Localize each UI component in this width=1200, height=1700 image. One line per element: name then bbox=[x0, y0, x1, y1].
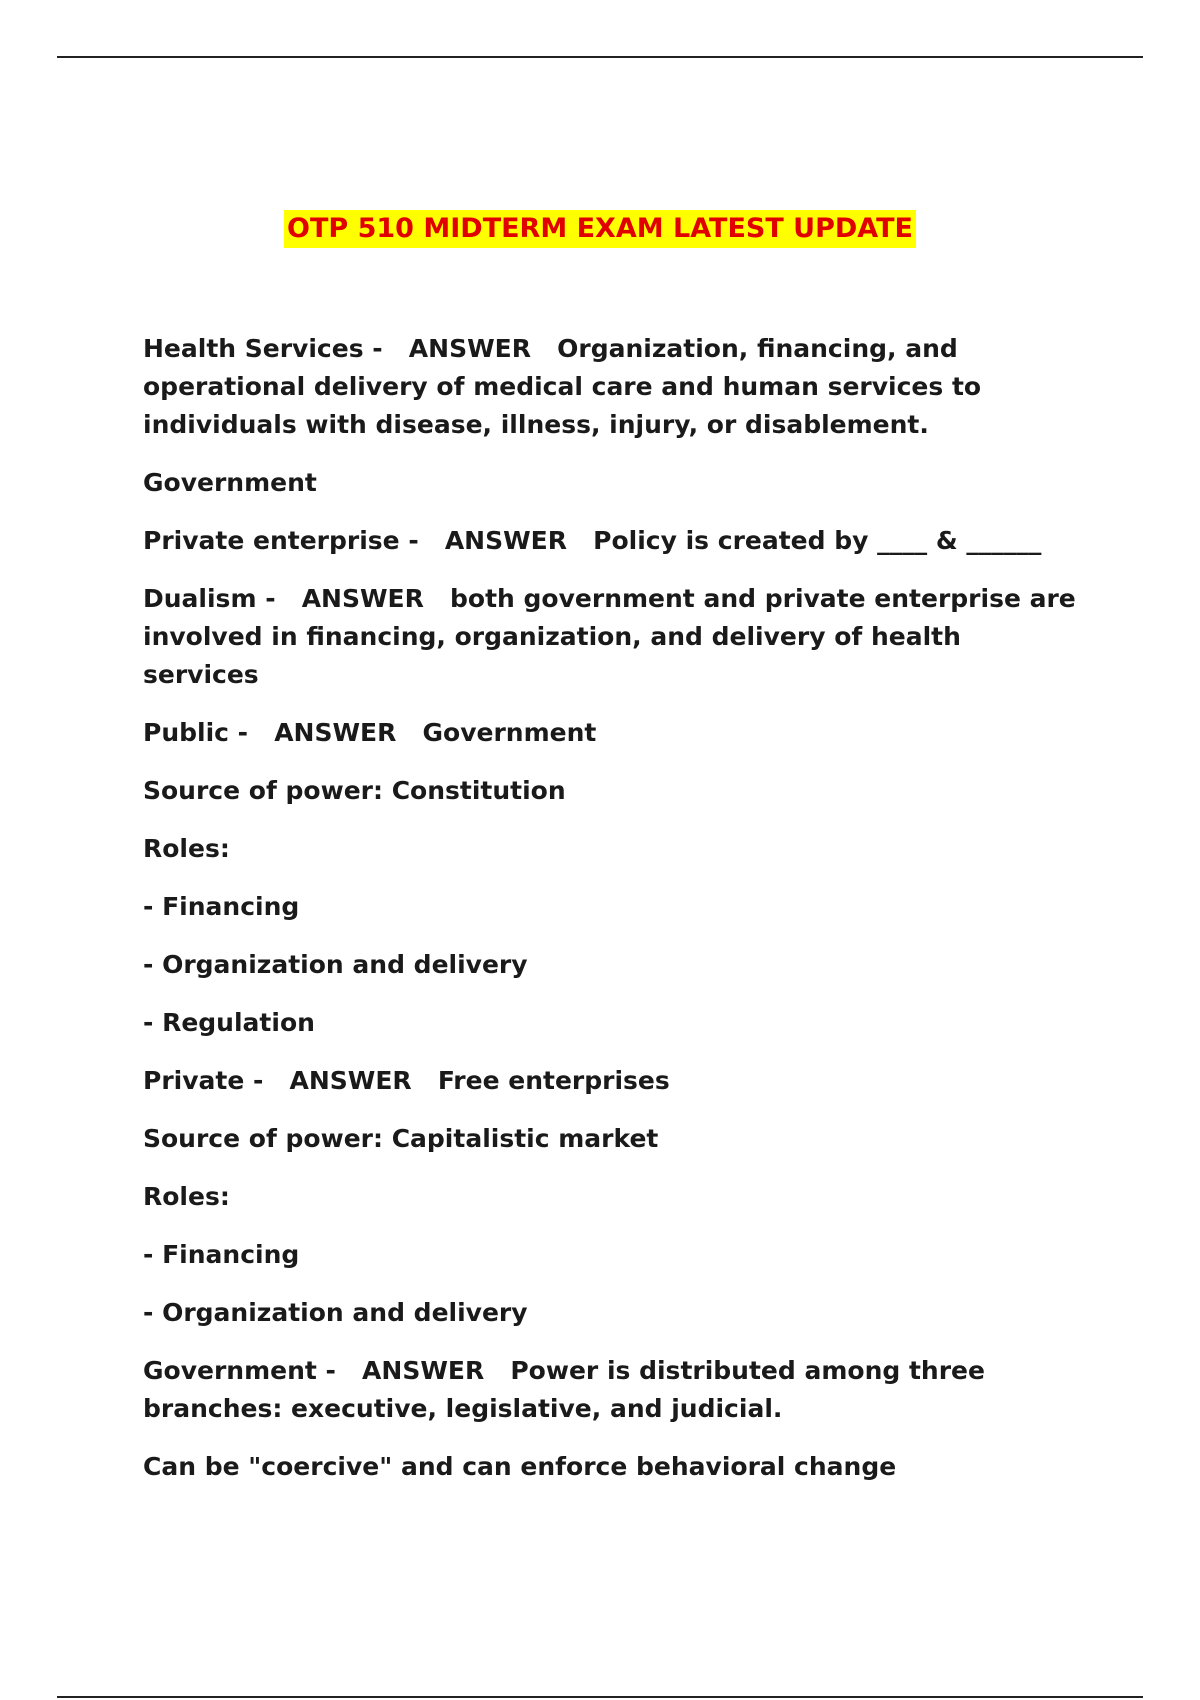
header-rule bbox=[57, 56, 1143, 58]
answer-text: Organization, financing, and operational delivery of medical care and human services to individuals with disease, illness, injury, or disablement. bbox=[143, 334, 982, 439]
answer-label: ANSWER bbox=[362, 1356, 485, 1385]
text-paragraph: Government bbox=[143, 468, 317, 497]
qa-paragraph bbox=[143, 522, 1083, 560]
document-body bbox=[143, 330, 1083, 1506]
answer-text: Government bbox=[422, 718, 597, 747]
qa-paragraph bbox=[143, 714, 1083, 752]
qa-paragraph bbox=[143, 580, 1083, 694]
answer-text: Power is distributed among three branches: executive, legislative, and judicial. bbox=[143, 1356, 985, 1423]
text-paragraph: Source of power: Capitalistic market bbox=[143, 1124, 659, 1153]
title-container bbox=[0, 210, 1200, 248]
answer-text: Free enterprises bbox=[437, 1066, 670, 1095]
answer-text: Policy is created by ____ & ______ bbox=[593, 526, 1042, 555]
term: Private enterprise - bbox=[143, 526, 419, 555]
text-paragraph: Source of power: Constitution bbox=[143, 776, 566, 805]
qa-paragraph bbox=[143, 1352, 1083, 1428]
list-item: - Organization and delivery bbox=[143, 1298, 528, 1327]
list-item: - Financing bbox=[143, 1240, 300, 1269]
answer-label: ANSWER bbox=[289, 1066, 412, 1095]
answer-label: ANSWER bbox=[274, 718, 397, 747]
term: Health Services - bbox=[143, 334, 383, 363]
term: Private - bbox=[143, 1066, 264, 1095]
document-title: OTP 510 MIDTERM EXAM LATEST UPDATE bbox=[284, 210, 916, 248]
answer-label: ANSWER bbox=[444, 526, 568, 555]
list-item: - Regulation bbox=[143, 1008, 315, 1037]
text-paragraph: Roles: bbox=[143, 1182, 230, 1211]
answer-label: ANSWER bbox=[408, 334, 531, 363]
term: Public - bbox=[143, 718, 249, 747]
answer-label: ANSWER bbox=[301, 584, 424, 613]
list-item: - Financing bbox=[143, 892, 300, 921]
term: Government - bbox=[143, 1356, 336, 1385]
text-paragraph: Can be "coercive" and can enforce behavioral change bbox=[143, 1452, 897, 1481]
answer-text: both government and private enterprise are involved in financing, organization, and delivery of health services bbox=[143, 584, 1076, 689]
footer-rule bbox=[57, 1696, 1143, 1698]
text-paragraph: Roles: bbox=[143, 834, 230, 863]
term: Dualism - bbox=[143, 584, 276, 613]
qa-paragraph bbox=[143, 330, 1083, 444]
qa-paragraph bbox=[143, 1062, 1083, 1100]
list-item: - Organization and delivery bbox=[143, 950, 528, 979]
